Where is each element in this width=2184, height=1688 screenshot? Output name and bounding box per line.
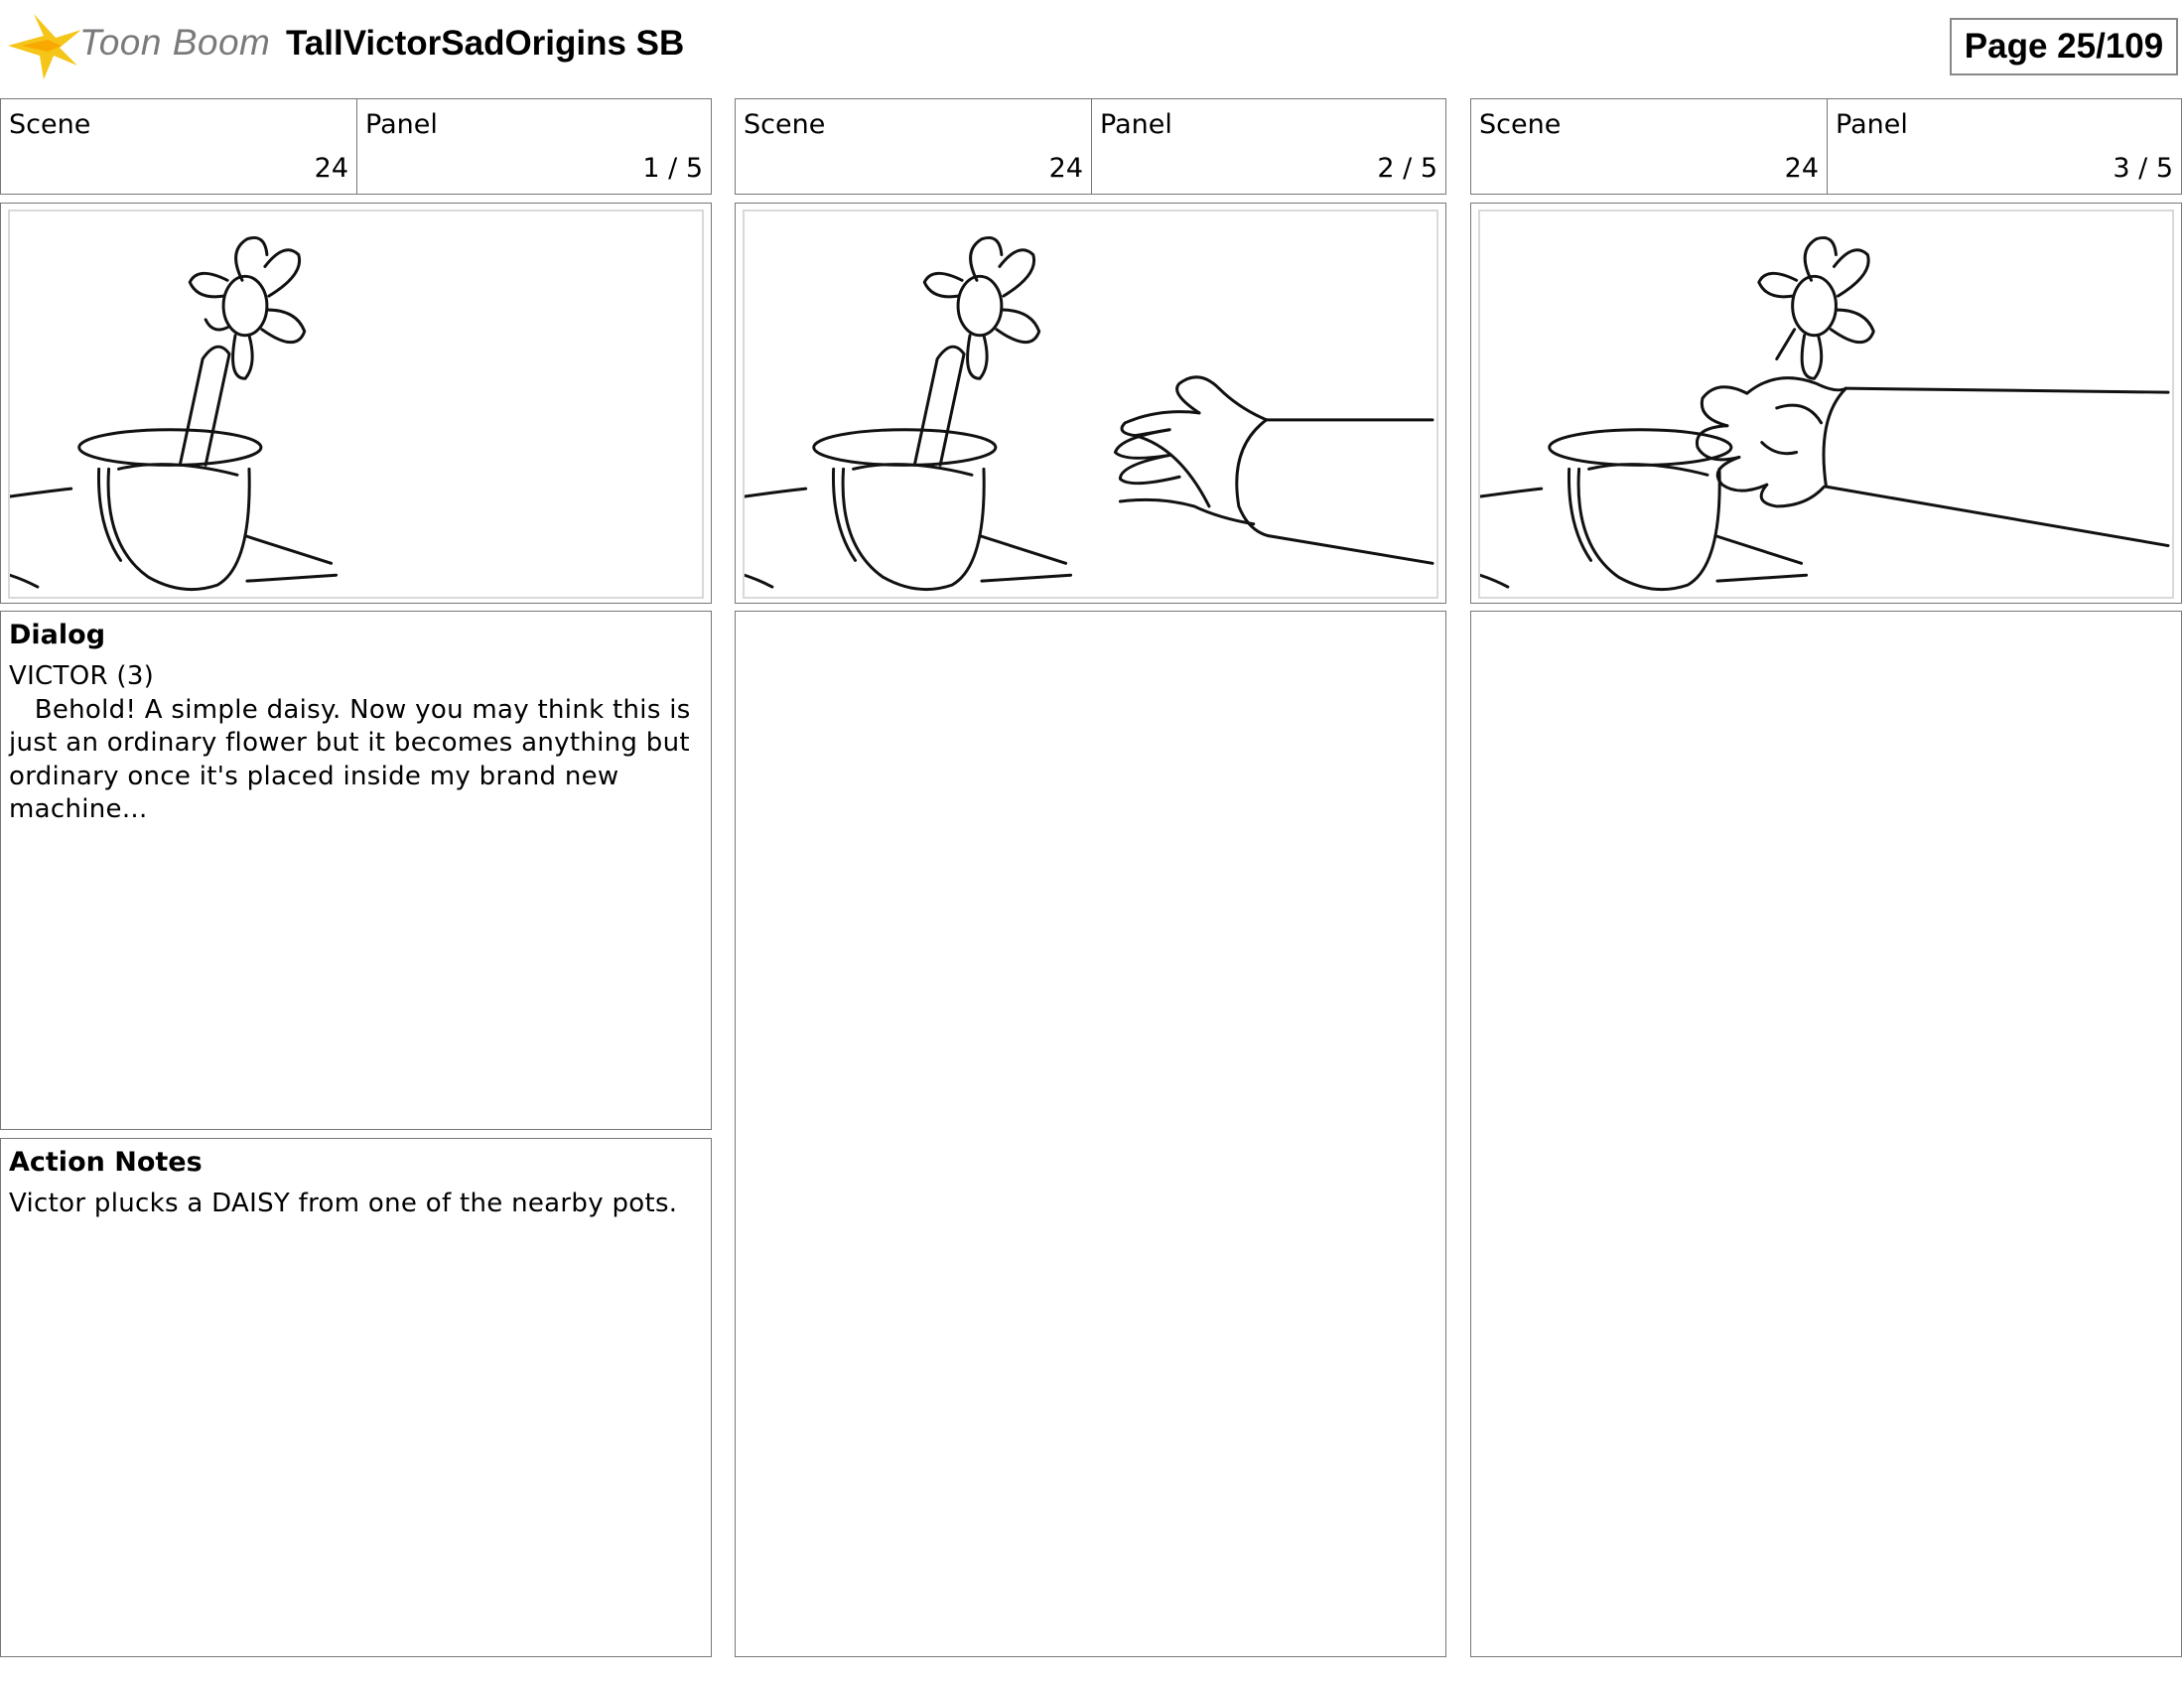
- scene-number: 24: [1784, 153, 1819, 184]
- notes-box-panel-2: [735, 611, 1446, 1657]
- panel-label: Panel: [365, 109, 438, 140]
- scene-label: Scene: [9, 109, 91, 140]
- panel-header-2: [735, 98, 1446, 195]
- storyboard-title: TallVictorSadOrigins SB: [286, 24, 685, 63]
- action-notes-text: Victor plucks a DAISY from one of the nearby pots.: [9, 1189, 678, 1218]
- dialog-text: Behold! A simple daisy. Now you may think this is just an ordinary flower but it becomes anything but ordinary once it's placed inside my brand new machine...: [9, 694, 700, 824]
- toon-boom-logo: [4, 10, 271, 81]
- starburst-icon: [4, 10, 83, 81]
- scene-cell: [1471, 99, 1827, 194]
- brand-text: Toon Boom: [79, 22, 271, 63]
- scene-cell: [736, 99, 1091, 194]
- dialog-box: [0, 611, 712, 1130]
- panel-image-1: [0, 203, 712, 604]
- panel-image-3: [1470, 203, 2182, 604]
- scene-label: Scene: [744, 109, 826, 140]
- panel-cell: [1827, 99, 2181, 194]
- panel-header-3: [1470, 98, 2182, 195]
- panel-header-1: [0, 98, 712, 195]
- scene-label: Scene: [1479, 109, 1562, 140]
- panel-number: 1 / 5: [642, 153, 703, 184]
- sketch-flower-pot: [10, 211, 702, 597]
- panel-label: Panel: [1100, 109, 1172, 140]
- panel-number: 3 / 5: [2113, 153, 2173, 184]
- panel-cell: [356, 99, 711, 194]
- notes-box-panel-3: [1470, 611, 2182, 1657]
- scene-number: 24: [1048, 153, 1083, 184]
- scene-number: 24: [314, 153, 348, 184]
- panel-label: Panel: [1836, 109, 1908, 140]
- page-indicator: Page 25/109: [1950, 18, 2178, 75]
- panel-cell: [1091, 99, 1445, 194]
- action-notes-box: [0, 1138, 712, 1657]
- dialog-character: VICTOR (3): [9, 661, 155, 691]
- dialog-heading: Dialog: [9, 620, 106, 650]
- scene-cell: [1, 99, 356, 194]
- action-notes-heading: Action Notes: [9, 1147, 203, 1178]
- sketch-hand-grabbing: [1480, 211, 2172, 597]
- sketch-hand-reaching: [745, 211, 1436, 597]
- panel-image-2: [735, 203, 1446, 604]
- panel-number: 2 / 5: [1377, 153, 1437, 184]
